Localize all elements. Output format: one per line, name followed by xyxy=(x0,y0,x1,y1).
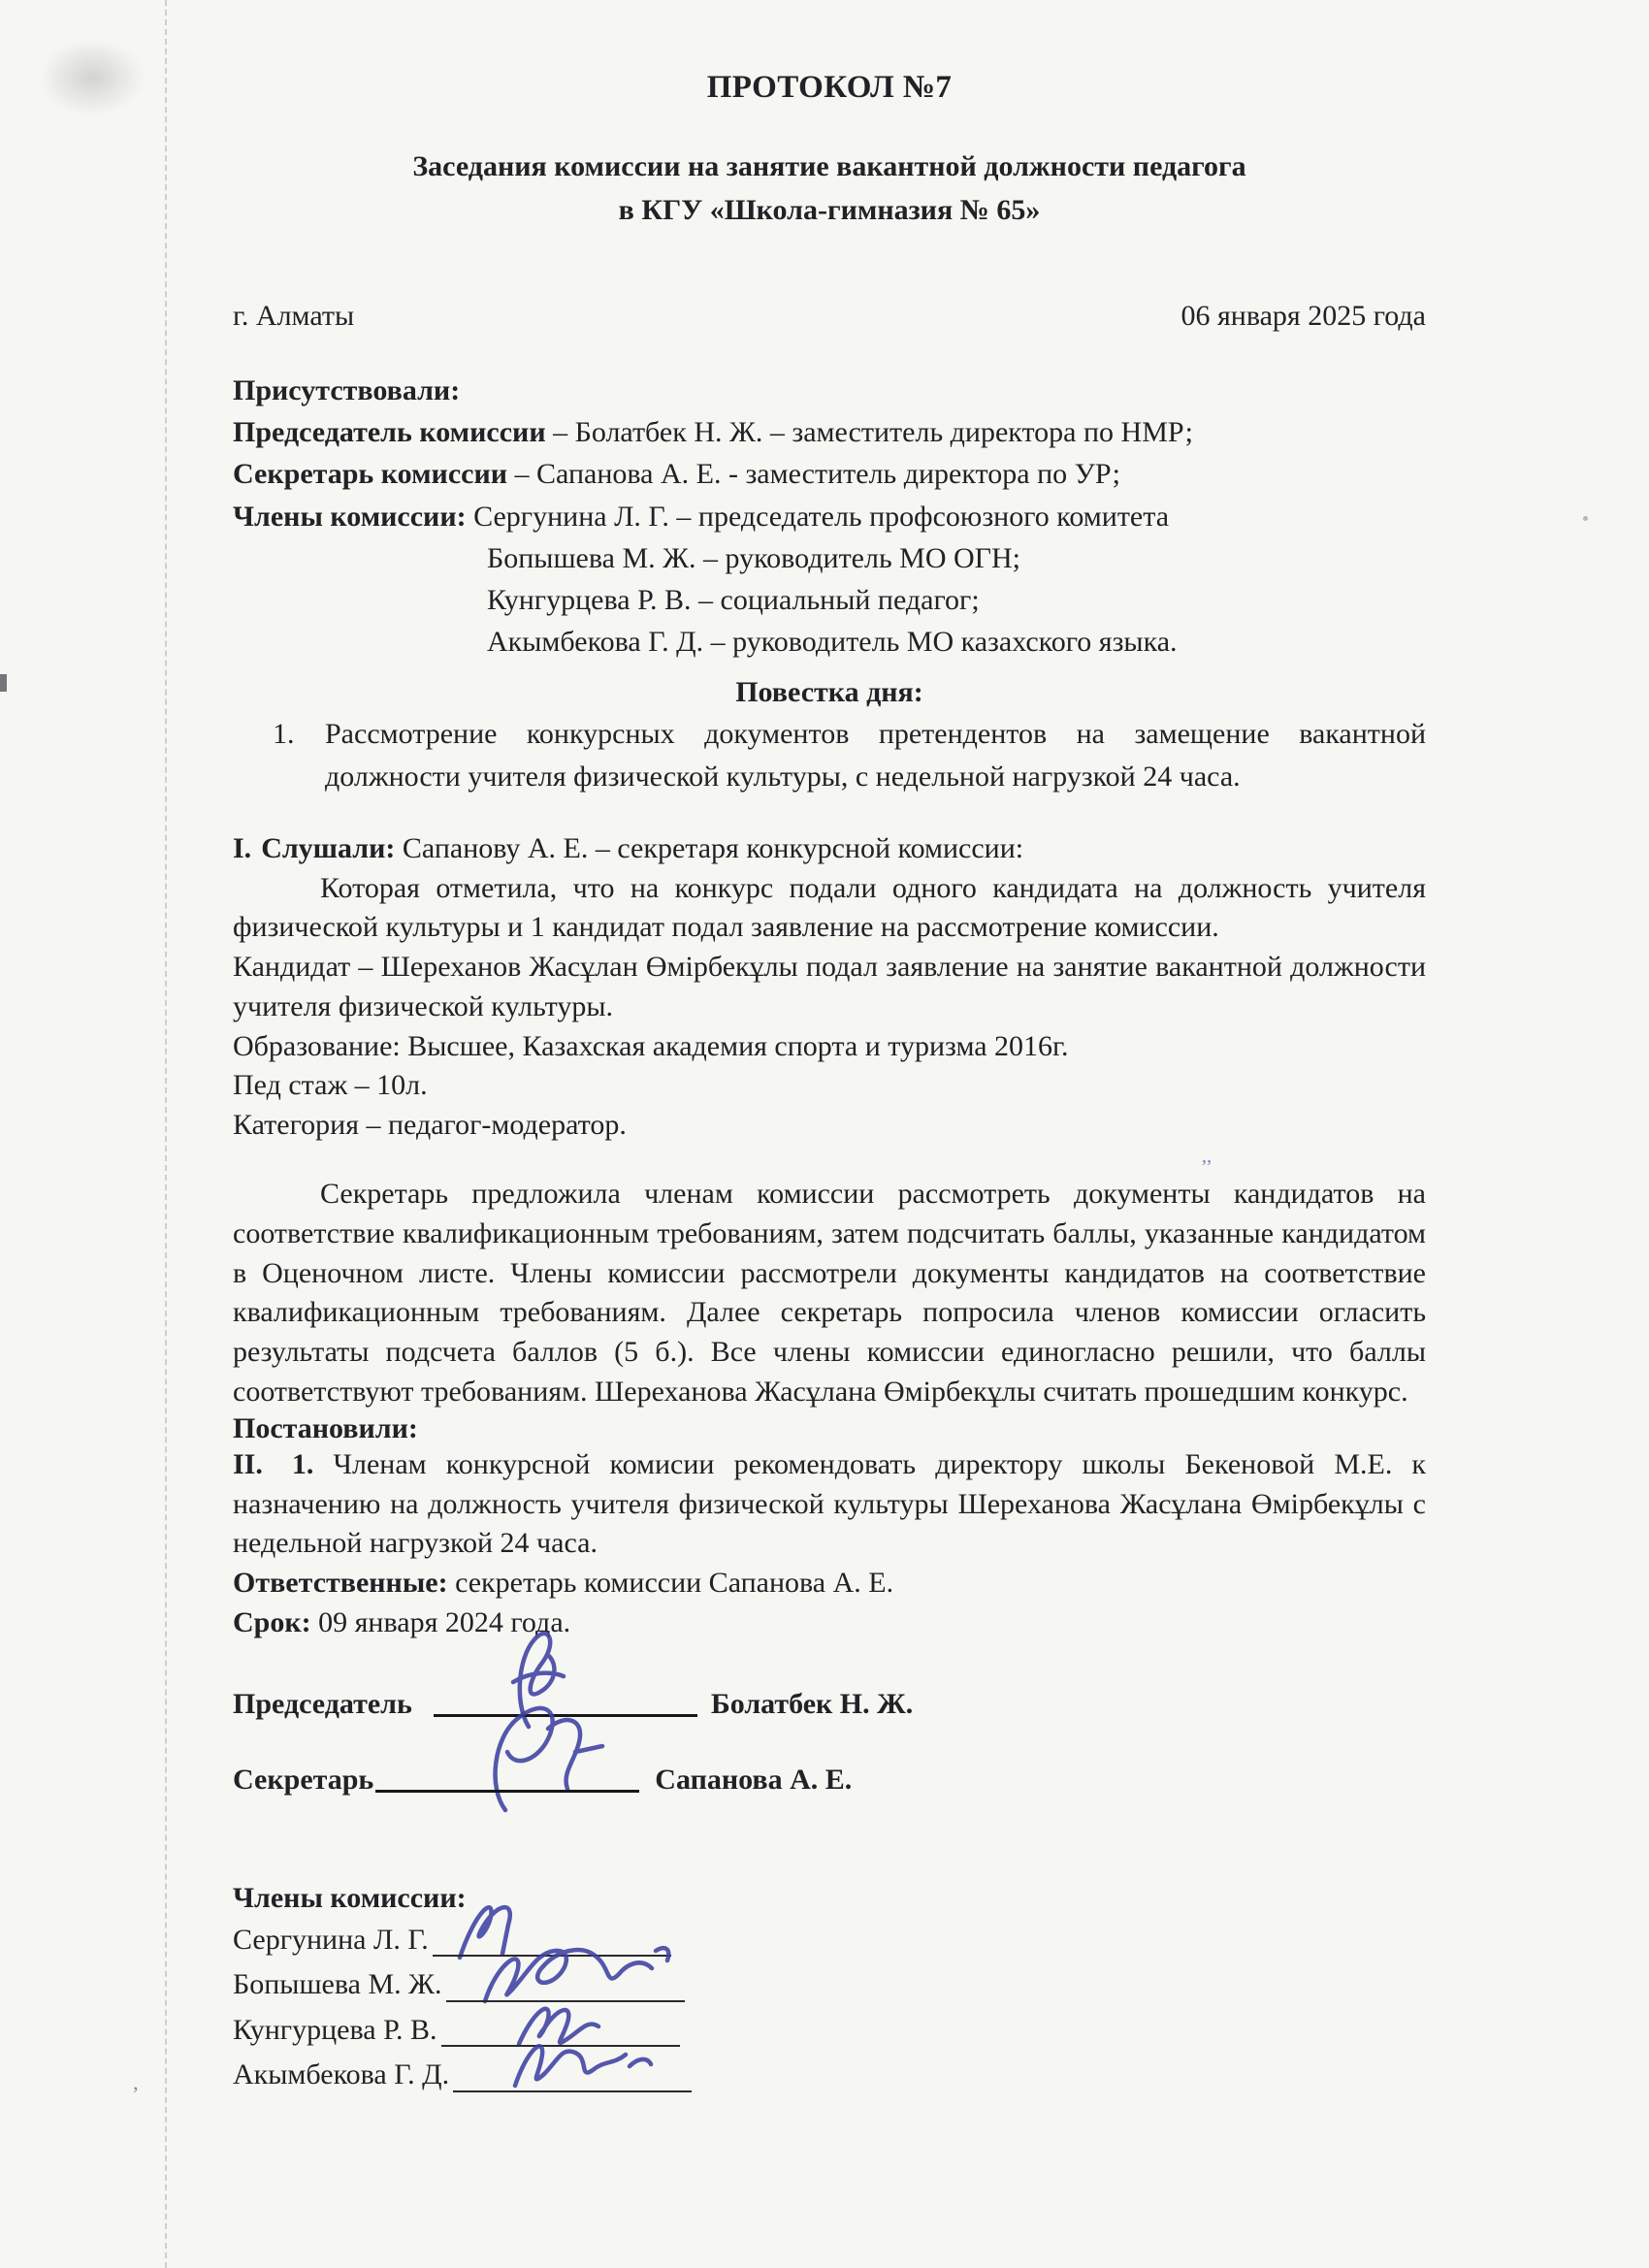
members-first: Сергунина Л. Г. – председатель профсоюзного комитета xyxy=(473,500,1170,533)
signatures-members-heading: Члены комиссии: xyxy=(233,1881,467,1914)
attendees-heading: Присутствовали: xyxy=(233,374,461,406)
deadline-line xyxy=(233,1604,1426,1643)
deadline-text: 09 января 2024 года. xyxy=(318,1606,571,1639)
member-name: Акымбекова Г. Д. xyxy=(233,2058,450,2091)
chairman-text: – Болатбек Н. Ж. – заместитель директора по НМР; xyxy=(553,416,1194,449)
resolution-item xyxy=(233,1445,1426,1564)
secretary-label: Секретарь комиссии xyxy=(233,458,508,491)
member-name: Кунгурцева Р. В. xyxy=(233,2013,437,2046)
candidate-paragraph: Кандидат – Шереханов Жасұлан Өмірбекұлы подал заявление на занятие вакантной должности учителя физической культуры. xyxy=(233,951,1426,1022)
member-name: Сергунина Л. Г. xyxy=(233,1923,429,1956)
resolved-heading: Постановили: xyxy=(233,1411,418,1444)
heard-intro-text: Сапанову А. Е. – секретаря конкурсной комиссии: xyxy=(402,831,1024,864)
signature-secretary-name: Сапанова А. Е. xyxy=(655,1763,853,1796)
responsible-label: Ответственные: xyxy=(233,1567,448,1600)
experience-line: Пед стаж – 10л. xyxy=(233,1069,428,1102)
scan-speck: ’’ xyxy=(1201,1156,1212,1178)
signature-chairman-name: Болатбек Н. Ж. xyxy=(710,1687,914,1720)
signature-line-member xyxy=(441,2021,680,2050)
attendee-line-member: Акымбекова Г. Д. – руководитель МО казахского языка. xyxy=(487,626,1178,659)
signature-line-chairman xyxy=(434,1688,697,1721)
scan-speck: ’ xyxy=(132,2082,140,2106)
document-title: ПРОТОКОЛ №7 xyxy=(706,70,953,105)
resolution-number: 1. xyxy=(291,1447,314,1480)
resolution-text: Членам конкурсной комисии рекомендовать директору школы Бекеновой М.Е. к назначению на должность учителя физической культуры Шереханова Жасұлана Өмірбекұлы с недельной нагрузкой 24 часа. xyxy=(233,1447,1427,1560)
secretary-text: – Сапанова А. Е. - заместитель директора по УР; xyxy=(514,458,1120,491)
responsible-text: секретарь комиссии Сапанова А. Е. xyxy=(455,1567,894,1600)
signature-row-member xyxy=(233,2056,1426,2095)
members-label: Члены комиссии: xyxy=(233,500,467,533)
responsible-line xyxy=(233,1564,1426,1604)
city: г. Алматы xyxy=(233,300,355,332)
date: 06 января 2025 года xyxy=(1180,300,1426,332)
attendee-line-chairman xyxy=(233,411,1426,453)
signature-chairman-label: Председатель xyxy=(233,1687,412,1720)
subtitle-line-1: Заседания комиссии на занятие вакантной должности педагога xyxy=(412,150,1246,182)
signature-line-member xyxy=(446,1976,685,2005)
attendee-line-member: Кунгурцева Р. В. – социальный педагог; xyxy=(487,583,980,616)
heard-roman-numeral: I. xyxy=(233,831,252,864)
signature-secretary-label: Секретарь xyxy=(233,1763,374,1796)
subtitle-line-2: в КГУ «Школа-гимназия № 65» xyxy=(618,194,1041,226)
signature-row-chairman xyxy=(233,1688,1426,1721)
heard-intro-line xyxy=(233,828,1426,869)
signature-row-member xyxy=(233,2011,1426,2051)
signature-row-member xyxy=(233,1921,1426,1960)
signature-row-member xyxy=(233,1965,1426,2005)
attendee-line-members xyxy=(233,496,1426,537)
chairman-label: Председатель комиссии xyxy=(233,416,546,449)
signature-line-member xyxy=(433,1930,671,1960)
signature-line-member xyxy=(453,2066,692,2095)
heard-paragraph-1: Которая отметила, что на конкурс подали одного кандидата на должность учителя физической культуры и 1 кандидат подал заявление на рассмотрение комиссии. xyxy=(233,871,1426,944)
member-name: Бопышева М. Ж. xyxy=(233,1968,442,2001)
agenda-item xyxy=(233,713,1426,798)
resolution-roman-numeral: II. xyxy=(233,1447,263,1480)
signature-line-secretary xyxy=(375,1764,639,1797)
attendee-line-member: Бопышева М. Ж. – руководитель МО ОГН; xyxy=(487,541,1020,574)
category-line: Категория – педагог-модератор. xyxy=(233,1109,627,1142)
education-line: Образование: Высшее, Казахская академия спорта и туризма 2016г. xyxy=(233,1029,1069,1062)
agenda-item-number: 1. xyxy=(273,718,295,751)
attendee-line-secretary xyxy=(233,453,1426,495)
agenda-item-text: Рассмотрение конкурсных документов претендентов на замещение вакантной должности учителя физической культуры, с недельной нагрузкой 24 часа. xyxy=(325,718,1426,794)
agenda-heading: Повестка дня: xyxy=(735,676,923,709)
heard-paragraph-2: Секретарь предложила членам комиссии рассмотреть документы кандидатов на соответствие квалификационным требованиям, затем подсчитать баллы, указанные кандидатом в Оценочном листе. Члены комиссии рассмотрели документы кандидатов на соответствие квалификационным требованиям. Далее секретарь попросила членов комиссии огласить результаты подсчета баллов (5 б.). Все члены комиссии единогласно решили, что баллы соответствуют требованиям. Шереханова Жасұлана Өмірбекұлы считать прошедшим конкурс. xyxy=(233,1178,1426,1409)
city-date-row xyxy=(233,300,1426,333)
heard-label: Слушали: xyxy=(261,831,396,864)
deadline-label: Срок: xyxy=(233,1606,311,1639)
document-subtitle xyxy=(233,145,1426,232)
signature-row-secretary xyxy=(233,1764,1426,1797)
attendees-section xyxy=(233,370,1426,663)
